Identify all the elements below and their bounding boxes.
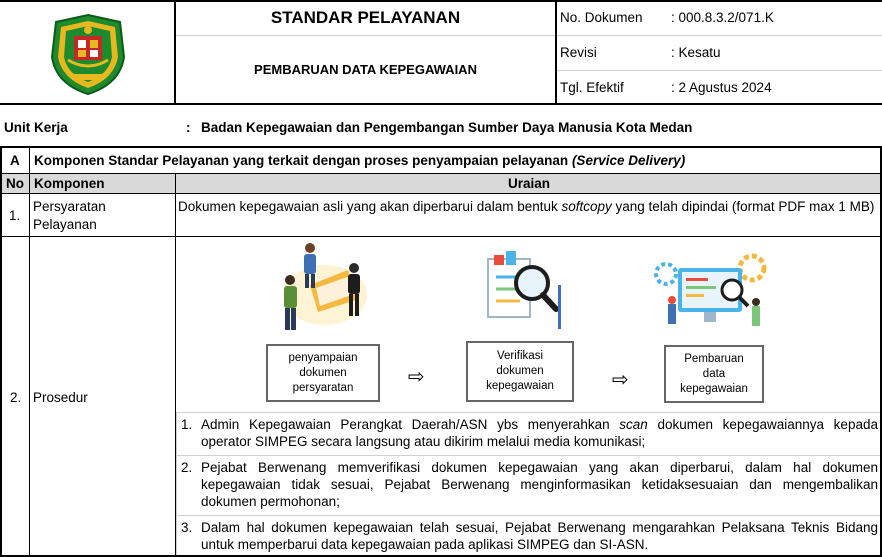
row2-no: 2. [10, 390, 22, 405]
flow-box-verifikasi [466, 341, 574, 402]
flow-2-line1: Verifikasi [496, 350, 544, 362]
document-submission-illustration [270, 240, 370, 335]
grid-h-row1-bottom [0, 236, 882, 237]
step-1-number: 1. [181, 417, 193, 432]
header-uraian: Uraian [507, 176, 551, 191]
grid-steps-number-col [176, 412, 177, 555]
border-top [0, 0, 882, 2]
grid-h-header-top [0, 173, 882, 174]
document-subtitle: PEMBARUAN DATA KEPEGAWAIAN [254, 62, 477, 77]
row1-text-post: yang telah dipindai (format PDF max 1 MB) [611, 199, 875, 214]
step-1-post: dokumen kepegawaiannya kepada operator SIMPEG secara langsung atau dikirim melalui media komunikasi; [201, 417, 878, 449]
divider-logo [174, 0, 176, 104]
row1-komponen-line1: Persyaratan [33, 199, 106, 214]
meta-value-no-dokumen: : 000.8.3.2/071.K [671, 10, 774, 25]
grid-h-header-bottom [0, 193, 882, 194]
grid-v-left [0, 146, 2, 557]
flow-1-line3: persyaratan [292, 381, 354, 394]
flow-3-line3: kepegawaian [680, 382, 748, 395]
header-inner-line [176, 35, 555, 36]
row1-no: 1. [9, 208, 21, 223]
flow-arrow-2: ⇨ [612, 367, 629, 391]
section-letter: A [10, 153, 20, 168]
unit-kerja-value: Badan Kepegawaian dan Pengembangan Sumber Daya Manusia Kota Medan [201, 120, 693, 135]
document-title: STANDAR PELAYANAN [270, 8, 461, 27]
section-top [0, 146, 882, 148]
document-verification-illustration [482, 245, 572, 335]
row1-uraian [178, 198, 878, 215]
meta-value-revisi: : Kesatu [671, 45, 721, 60]
flow-box-penyampaian [266, 344, 380, 402]
section-title [34, 152, 685, 169]
row1-komponen-line2: Pelayanan [33, 217, 97, 232]
divider-meta [555, 0, 557, 104]
flow-2-line3: kepegawaian [486, 380, 554, 392]
step-1-text [201, 416, 878, 450]
flow-1-line1: penyampaian [288, 351, 358, 364]
grid-v-no [29, 146, 30, 557]
section-title-italic: (Service Delivery) [571, 153, 686, 168]
flow-2-line2: dokumen [496, 365, 544, 377]
meta-line-2 [557, 70, 882, 71]
step-3-text: Dalam hal dokumen kepegawaian telah sesuai, Pejabat Berwenang mengarahkan Pelaksana Teknis Bidang untuk memperbarui data kepegawaian pada aplikasi SIMPEG dan SI-ASN. [201, 520, 878, 552]
step-3-number: 3. [181, 520, 193, 535]
step-1-pre: Admin Kepegawaian Perangkat Daerah/ASN ybs menyerahkan [201, 417, 620, 432]
flow-3-line2: data [702, 367, 726, 380]
logo-cell [2, 2, 174, 104]
row2-komponen: Prosedur [33, 390, 88, 405]
meta-label-revisi: Revisi [560, 45, 597, 60]
step-1-italic: scan [619, 417, 648, 432]
flow-3-line1: Pembaruan [684, 352, 744, 365]
step-2-text: Pejabat Berwenang memverifikasi dokumen kepegawaian yang akan diperbarui, dalam hal dokumen kepegawaian tidak sesuai, Pejabat Berwenang menginformasikan ketidaksesuaian dan mengembalikan dokumen permohonan; [201, 460, 878, 509]
step-2-number: 2. [181, 460, 193, 475]
flow-1-line2: dokumen [299, 366, 347, 379]
unit-kerja-colon: : [186, 120, 191, 135]
meta-line-1 [557, 35, 882, 36]
unit-kerja-label: Unit Kerja [4, 120, 68, 135]
section-title-text: Komponen Standar Pelayanan yang terkait dengan proses penyampaian pelayanan [34, 153, 569, 168]
kota-medan-logo [2, 2, 174, 104]
grid-step-1-bottom [176, 455, 880, 456]
meta-label-no-dokumen: No. Dokumen [560, 10, 643, 25]
meta-label-tgl-efektif: Tgl. Efektif [560, 80, 624, 95]
data-update-illustration [652, 248, 772, 336]
flow-box-pembaruan [664, 345, 764, 403]
grid-steps-top [176, 412, 880, 413]
flow-arrow-1: ⇨ [408, 364, 425, 388]
header-no: No [6, 176, 24, 191]
grid-step-2-bottom [176, 515, 880, 516]
row1-text-pre: Dokumen kepegawaian asli yang akan diperbarui dalam bentuk [178, 199, 562, 214]
header-komponen: Komponen [34, 176, 105, 191]
row1-text-italic: softcopy [561, 199, 612, 214]
meta-value-tgl-efektif: : 2 Agustus 2024 [671, 80, 772, 95]
header-bottom [0, 103, 882, 105]
